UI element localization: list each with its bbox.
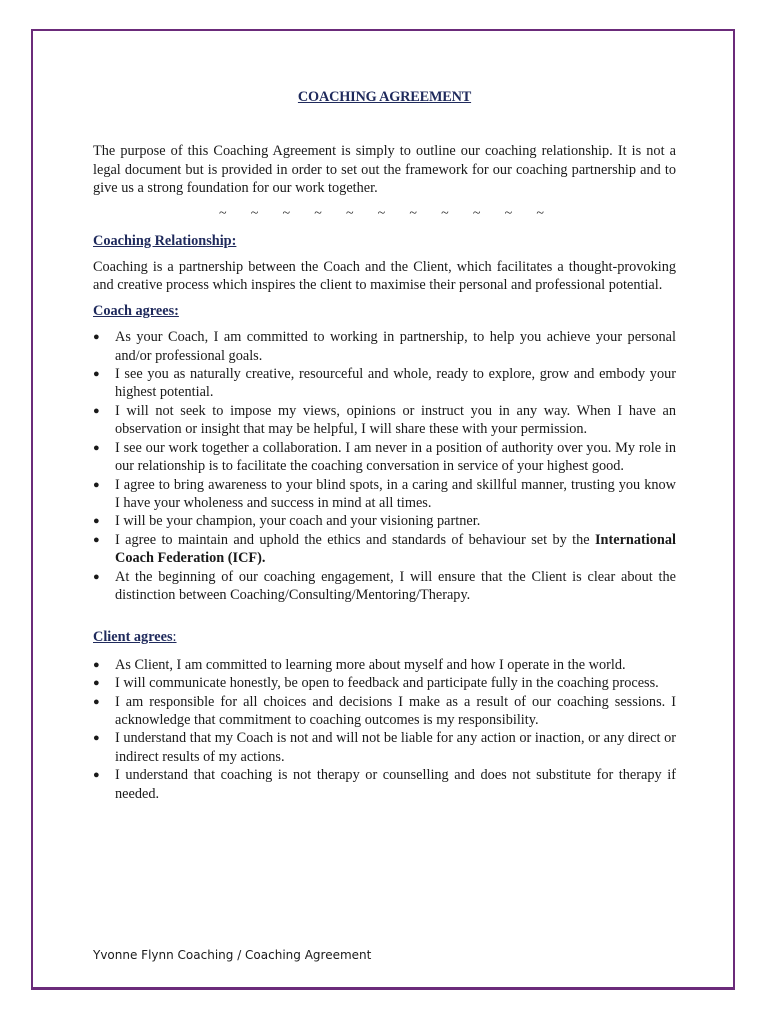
coach-agrees-list (93, 328, 676, 604)
document-body (93, 88, 676, 803)
list-item (93, 439, 676, 476)
list-item (93, 729, 676, 766)
tilde: ~ (219, 206, 227, 222)
list-item-text: I will communicate honestly, be open to feedback and participate fully in the coaching process. (115, 675, 659, 692)
list-item-text: I see our work together a collaboration. I am never in a position of authority over you. My role in our relationship is to facilitate the coaching conversation in service of your highest good. (115, 439, 676, 475)
list-item (93, 674, 676, 692)
bullet-icon: ● (93, 331, 100, 344)
tilde: ~ (504, 206, 513, 222)
bullet-icon: ● (93, 769, 100, 782)
list-item (93, 693, 676, 730)
tilde: ~ (282, 206, 291, 222)
list-item-text: As Client, I am committed to learning more about myself and how I operate in the world. (115, 656, 626, 673)
client-agrees-heading-text: Client agrees (93, 629, 173, 646)
tilde: ~ (441, 206, 449, 222)
bullet-icon: ● (93, 732, 100, 745)
bullet-icon: ● (93, 441, 100, 454)
bullet-icon: ● (93, 478, 100, 491)
tilde: ~ (345, 206, 354, 222)
client-agrees-heading (93, 628, 676, 646)
list-item (93, 656, 676, 674)
bullet-icon: ● (93, 515, 100, 528)
list-item-text: I will not seek to impose my views, opinions or instruct you in any way. When I have an observation or insight that may be helpful, I will share these with your permission. (115, 402, 676, 438)
list-item (93, 568, 676, 605)
list-item (93, 476, 676, 513)
list-item (93, 766, 676, 803)
list-item (93, 512, 676, 530)
list-item-text: As your Coach, I am committed to working in partnership, to help you achieve your personal and/or professional goals. (115, 329, 676, 364)
bullet-icon: ● (93, 658, 100, 671)
bullet-icon: ● (93, 570, 100, 583)
list-item (93, 328, 676, 365)
list-item-text: At the beginning of our coaching engagement, I will ensure that the Client is clear about the distinction between Coaching/Consulting/Mentoring/Therapy. (115, 568, 676, 603)
client-agrees-list (93, 656, 676, 803)
tilde: ~ (409, 206, 417, 222)
bullet-icon: ● (93, 404, 100, 417)
list-item-text: I agree to maintain and uphold the ethics and standards of behaviour set by the (115, 531, 590, 548)
heading-colon: : (172, 629, 177, 646)
bullet-icon: ● (93, 368, 100, 381)
list-item-text: I am responsible for all choices and decisions I make as a result of our coaching sessions. I acknowledge that commitment to coaching outcomes is my responsibility. (115, 693, 676, 728)
list-item (93, 531, 676, 568)
list-item-text: I see you as naturally creative, resourceful and whole, ready to explore, grow and embody your highest potential. (115, 366, 676, 401)
list-item-text: I agree to bring awareness to your blind spots, in a caring and skillful manner, trusting you know I have your wholeness and success in mind at all times. (115, 476, 676, 511)
tilde: ~ (314, 206, 322, 222)
relationship-paragraph: Coaching is a partnership between the Coach and the Client, which facilitates a thought-provoking and creative process which inspires the client to maximise their personal and professional potential. (93, 259, 676, 294)
intro-paragraph: The purpose of this Coaching Agreement is simply to outline our coaching relationship. It is not a legal document but is provided in order to set out the framework for our coaching partnership and to give us a strong foundation for our work together. (93, 143, 676, 197)
bullet-icon: ● (93, 695, 100, 708)
tilde: ~ (472, 206, 481, 222)
list-item-text: I will be your champion, your coach and your visioning partner. (115, 513, 481, 530)
tilde: ~ (536, 206, 544, 222)
bullet-icon: ● (93, 677, 100, 690)
document-title: COACHING AGREEMENT (297, 89, 472, 105)
tilde: ~ (377, 206, 386, 222)
list-item (93, 365, 676, 402)
icf-name: International Coach Federation (ICF). (115, 531, 676, 567)
list-item (93, 402, 676, 439)
tilde-separator (219, 204, 544, 226)
tilde: ~ (250, 206, 259, 222)
list-item-text: I understand that my Coach is not and will not be liable for any action or inaction, or any direct or indirect results of my actions. (115, 730, 676, 765)
page-footer: Yvonne Flynn Coaching / Coaching Agreement (93, 948, 372, 962)
list-item-text: I understand that coaching is not therapy or counselling and does not substitute for therapy if needed. (115, 767, 676, 802)
bullet-icon: ● (93, 533, 100, 546)
coach-agrees-heading: Coach agrees: (93, 302, 179, 319)
relationship-heading: Coaching Relationship: (93, 232, 237, 249)
